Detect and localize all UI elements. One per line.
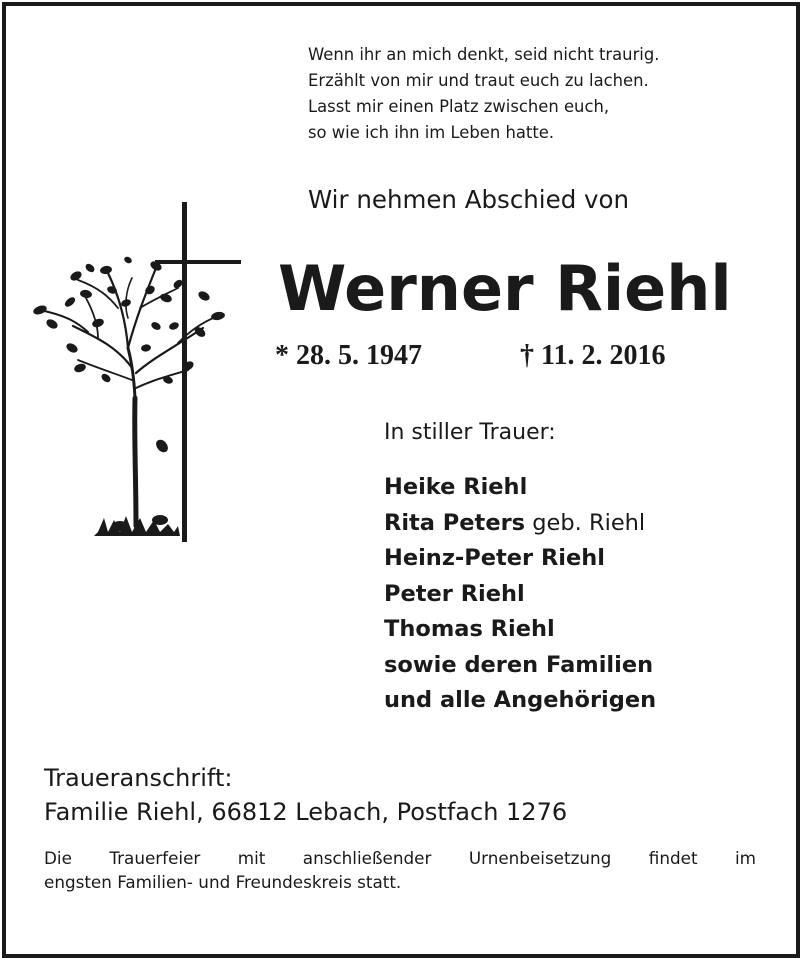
tree-with-cross-icon	[28, 198, 248, 550]
poem	[308, 42, 659, 146]
birth-date: * 28. 5. 1947	[275, 340, 422, 371]
mourners-list	[384, 470, 656, 719]
poem-line: Wenn ihr an mich denkt, seid nicht traurig.	[308, 45, 660, 64]
mourner-suffix: geb. Riehl	[525, 509, 646, 536]
mourner-item	[384, 612, 656, 648]
poem-line: Lasst mir einen Platz zwischen euch,	[308, 97, 610, 116]
mourner-name: Peter Riehl	[384, 580, 525, 607]
address-label: Traueranschrift:	[44, 764, 233, 792]
mourner-name: Rita Peters	[384, 509, 526, 536]
note-line: Die Trauerfeier mit anschließender Urnenbeisetzung findet im	[44, 848, 756, 868]
mourner-name: sowie deren Familien	[384, 651, 654, 678]
mourner-item	[384, 541, 656, 577]
mourner-name: Heinz-Peter Riehl	[384, 545, 605, 571]
mourner-item	[384, 470, 656, 506]
deceased-name: Werner Riehl	[278, 252, 732, 325]
note-line: engsten Familien- und Freundeskreis statt.	[44, 872, 402, 892]
mourner-name: Thomas Riehl	[384, 616, 555, 642]
intro-text: Wir nehmen Abschied von	[308, 185, 630, 214]
poem-line: so wie ich ihn im Leben hatte.	[308, 123, 555, 142]
mourner-item	[384, 648, 656, 684]
address-value: Familie Riehl, 66812 Lebach, Postfach 1276	[44, 798, 568, 826]
mourning-label: In stiller Trauer:	[384, 420, 556, 445]
ceremony-note	[44, 846, 756, 894]
mourner-item	[384, 506, 656, 542]
mourner-name: und alle Angehörigen	[384, 687, 657, 713]
mourner-item	[384, 683, 656, 719]
poem-line: Erzählt von mir und traut euch zu lachen.	[308, 71, 649, 90]
mourner-name: Heike Riehl	[384, 474, 528, 500]
mourner-item	[384, 577, 656, 613]
death-date: † 11. 2. 2016	[520, 340, 666, 371]
